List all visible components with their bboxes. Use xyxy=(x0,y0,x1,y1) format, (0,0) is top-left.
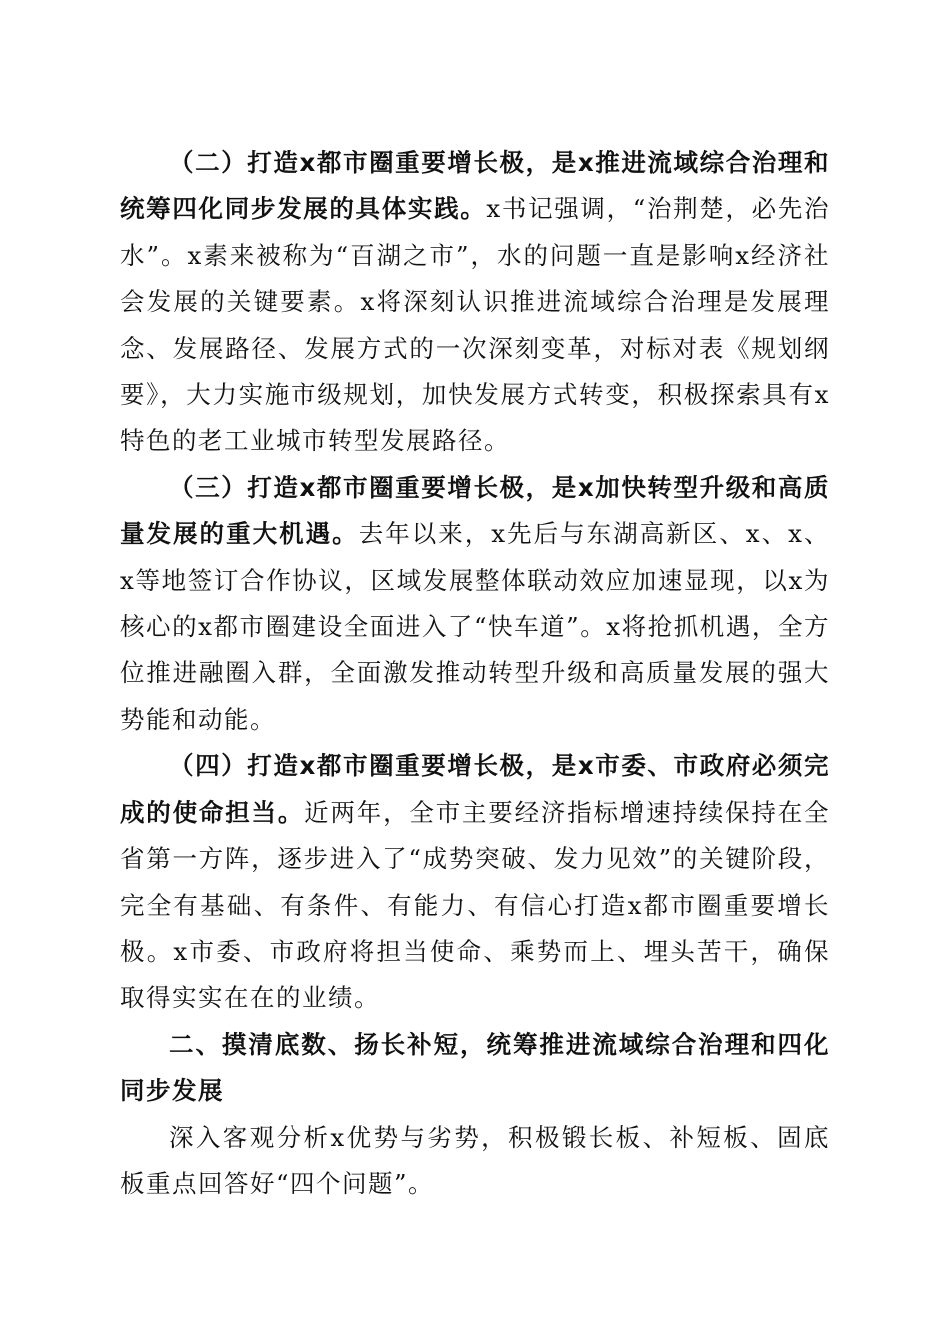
paragraph-3-lead: （三）打造x都市圈重要增长极，是x加快转型升级和高质量发展的重大机遇。 xyxy=(120,472,830,549)
paragraph-4 xyxy=(120,743,830,1021)
paragraph-4-body: 近两年，全市主要经济指标增速持续保持在全省第一方阵，逐步进入了“成势突破、发力见效”的关键阶段，完全有基础、有条件、有能力、有信心打造x都市圈重要增长极。x市委、市政府将担当使命、乘势而上、埋头苦干，确保取得实实在在的业绩。 xyxy=(120,797,831,1013)
paragraph-3-body: 去年以来，x先后与东湖高新区、x、x、x等地签订合作协议，区域发展整体联动效应加速显现，以x为核心的x都市圈建设全面进入了“快车道”。x将抢抓机遇，全方位推进融圈入群，全面激发推动转型升级和高质量发展的强大势能和动能。 xyxy=(120,519,831,734)
closing-paragraph: 深入客观分析x优势与劣势，积极锻长板、补短板、固底板重点回答好“四个问题”。 xyxy=(120,1122,830,1198)
paragraph-4-lead: （四）打造x都市圈重要增长极，是x市委、市政府必须完成的使命担当。 xyxy=(120,751,830,827)
section-heading: 二、摸清底数、扬长补短，统筹推进流域综合治理和四化同步发展 xyxy=(120,1029,830,1106)
paragraph-2-body: x书记强调，“治荆楚，必先治水”。x素来被称为“百湖之市”，水的问题一直是影响x经济社会发展的关键要素。x将深刻认识推进流域综合治理是发展理念、发展路径、发展方式的一次深刻变革，对标对表《规划纲要》，大力实施市级规划，加快发展方式转变，积极探索具有x特色的老工业城市转型发展路径。 xyxy=(120,194,831,456)
paragraph-3 xyxy=(120,465,830,743)
paragraph-2-lead: （二）打造x都市圈重要增长极，是x推进流域综合治理和统筹四化同步发展的具体实践。 xyxy=(120,148,830,224)
document-page xyxy=(120,140,830,1207)
paragraph-2 xyxy=(120,140,830,465)
